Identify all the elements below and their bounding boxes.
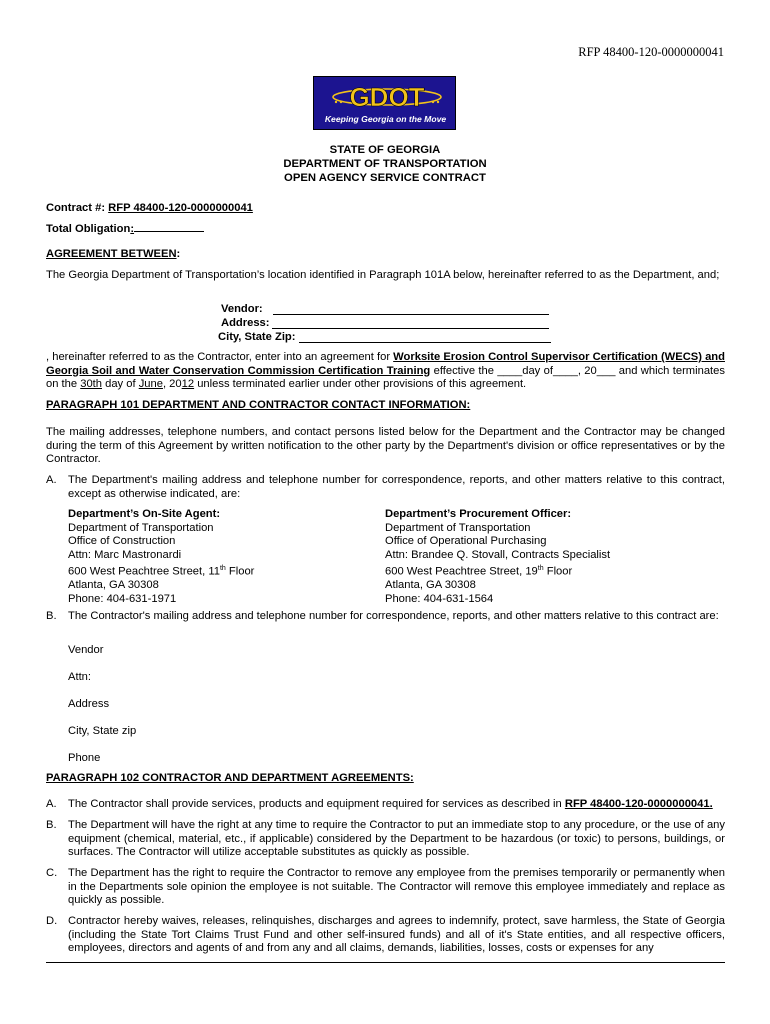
onsite-title: Department’s On-Site Agent: bbox=[68, 508, 221, 520]
procurement-line-6: Phone: 404-631-1564 bbox=[385, 592, 494, 605]
title-line-1: STATE OF GEORGIA bbox=[329, 144, 441, 156]
procurement-line-4 bbox=[385, 562, 610, 579]
p101-b-marker: B. bbox=[46, 610, 57, 622]
contract-value: RFP 48400-120-0000000041 bbox=[108, 202, 253, 214]
address-label: Address: bbox=[221, 317, 270, 329]
procurement-officer-block bbox=[385, 508, 610, 606]
address-line bbox=[272, 328, 549, 329]
p102-b-marker: B. bbox=[46, 819, 57, 831]
contractor-field-address: Address bbox=[68, 698, 110, 710]
procurement-line-1: Department of Transportation bbox=[385, 521, 531, 534]
agreement-heading-text: AGREEMENT BETWEEN bbox=[46, 248, 177, 260]
onsite-line-1: Department of Transportation bbox=[68, 521, 214, 534]
onsite-floor: Floor bbox=[225, 565, 255, 578]
title-line-3: OPEN AGENCY SERVICE CONTRACT bbox=[284, 172, 486, 184]
title-line-2: DEPARTMENT OF TRANSPORTATION bbox=[283, 158, 487, 170]
onsite-line-3: Attn: Marc Mastronardi bbox=[68, 548, 182, 561]
logo-tagline: Keeping Georgia on the Move bbox=[324, 114, 447, 124]
contractor-field-phone: Phone bbox=[68, 752, 101, 764]
contract-number bbox=[46, 202, 253, 216]
contractor-field-city: City, State zip bbox=[68, 725, 137, 737]
agreement-heading bbox=[46, 248, 180, 262]
term-day: 30th bbox=[80, 378, 102, 390]
p101-b-text: The Contractor's mailing address and telephone number for correspondence, reports, and other matters relative to this contract are: bbox=[68, 610, 719, 622]
p102-c-text: The Department has the right to require the Contractor to remove any employee from the premises temporarily or permanently when in the Departments sole opinion the employee is not suitable. The Contractor will remove this employee immediately and replace as quickly as possible. bbox=[68, 867, 725, 906]
terms-text-5: unless terminated earlier under other provisions of this agreement. bbox=[194, 378, 527, 390]
contractor-field-vendor: Vendor bbox=[68, 644, 104, 656]
p102-c-marker: C. bbox=[46, 867, 58, 879]
onsite-line-4 bbox=[68, 562, 254, 579]
p102-a-marker: A. bbox=[46, 798, 57, 810]
p102-d-marker: D. bbox=[46, 915, 58, 927]
contractor-field-attn: Attn: bbox=[68, 671, 92, 683]
terms-text-4: , 20 bbox=[162, 378, 182, 390]
procurement-floor: Floor bbox=[543, 565, 573, 578]
agreement-heading-colon: : bbox=[176, 248, 181, 260]
p101-a-text: The Department's mailing address and telephone number for correspondence, reports, and other matters relative to this contract, except as otherwise indicated, are: bbox=[68, 474, 725, 500]
p102-a-ref: RFP 48400-120-0000000041. bbox=[564, 798, 713, 810]
p102-heading bbox=[46, 772, 414, 786]
procurement-line-3: Attn: Brandee Q. Stovall, Contracts Specialist bbox=[385, 548, 611, 561]
onsite-street: 600 West Peachtree Street, 11 bbox=[68, 565, 220, 578]
vendor-label: Vendor: bbox=[221, 303, 263, 315]
procurement-line-2: Office of Operational Purchasing bbox=[385, 535, 547, 547]
obligation-colon: : bbox=[130, 223, 135, 235]
agreement-intro: The Georgia Department of Transportation’s location identified in Paragraph 101A below, hereinafter referred to as the Department, and; bbox=[46, 269, 720, 281]
svg-text:GDOT: GDOT bbox=[349, 83, 425, 111]
p101-heading bbox=[46, 399, 470, 413]
term-year: 12 bbox=[181, 378, 195, 390]
city-label: City, State Zip: bbox=[218, 331, 296, 343]
terms-text-2: effective the ____day of____, 20___ and which terminates on the bbox=[46, 364, 725, 390]
p102-a bbox=[68, 798, 725, 812]
total-obligation bbox=[46, 222, 204, 237]
p101-heading-text: PARAGRAPH 101 DEPARTMENT AND CONTRACTOR CONTACT INFORMATION: bbox=[46, 399, 471, 411]
onsite-line-2: Office of Construction bbox=[68, 535, 176, 547]
page-bottom-rule bbox=[46, 962, 725, 963]
city-line bbox=[299, 342, 551, 343]
gdot-logo bbox=[313, 76, 456, 130]
terms-text-1: , hereinafter referred to as the Contractor, enter into an agreement for bbox=[46, 351, 394, 363]
agreement-terms bbox=[46, 351, 725, 392]
onsite-line-5: Atlanta, GA 30308 bbox=[68, 579, 159, 592]
onsite-line-6: Phone: 404-631-1971 bbox=[68, 592, 177, 605]
obligation-label: Total Obligation bbox=[46, 223, 131, 235]
obligation-blank bbox=[134, 222, 204, 232]
terms-text-3: day of bbox=[102, 378, 139, 390]
onsite-floor-suffix: th bbox=[219, 565, 226, 572]
rfp-number: RFP 48400-120-0000000041 bbox=[578, 45, 724, 59]
p102-heading-text: PARAGRAPH 102 CONTRACTOR AND DEPARTMENT AGREEMENTS: bbox=[46, 772, 414, 784]
term-month: June bbox=[138, 378, 163, 390]
contract-label: Contract #: bbox=[46, 202, 109, 214]
p102-b-text: The Department will have the right at any time to require the Contractor to put an immediate stop to any procedure, or the use of any equipment (chemical, material, etc., if applicable) considered by the Department to be hazardous (or toxic) to persons, buildings, or surfaces. The Contractor will utilize acceptable substitutes as quickly as possible. bbox=[68, 819, 725, 858]
p101-a-marker: A. bbox=[46, 474, 57, 486]
procurement-floor-suffix: th bbox=[537, 565, 544, 572]
gdot-wordmark-icon bbox=[332, 83, 442, 111]
vendor-line bbox=[273, 314, 549, 315]
onsite-agent-block bbox=[68, 508, 254, 606]
procurement-line-5: Atlanta, GA 30308 bbox=[385, 579, 476, 592]
p102-d-text: Contractor hereby waives, releases, relinquishes, discharges and agrees to indemnify, protect, save harmless, the State of Georgia (including the State Tort Claims Trust Fund and other self-insured funds) and all of it's State entities, and all respective officers, employees, directors and agents of and from any and all claims, demands, liabilities, losses, costs or expenses for any bbox=[68, 915, 725, 954]
p101-intro: The mailing addresses, telephone numbers, and contact persons listed below for the Department and the Contractor may be changed during the term of this Agreement by written notification to the other party by the Department's division or office representatives or by the Contractor. bbox=[46, 426, 725, 465]
p102-a-text: The Contractor shall provide services, products and equipment required for services as described in bbox=[68, 798, 565, 810]
procurement-title: Department’s Procurement Officer: bbox=[385, 508, 572, 520]
service-name: Worksite Erosion Control Supervisor Certification (WECS) and Georgia Soil and Water Conservation Commission Certification Training bbox=[46, 351, 725, 377]
procurement-street: 600 West Peachtree Street, 19 bbox=[385, 565, 538, 578]
